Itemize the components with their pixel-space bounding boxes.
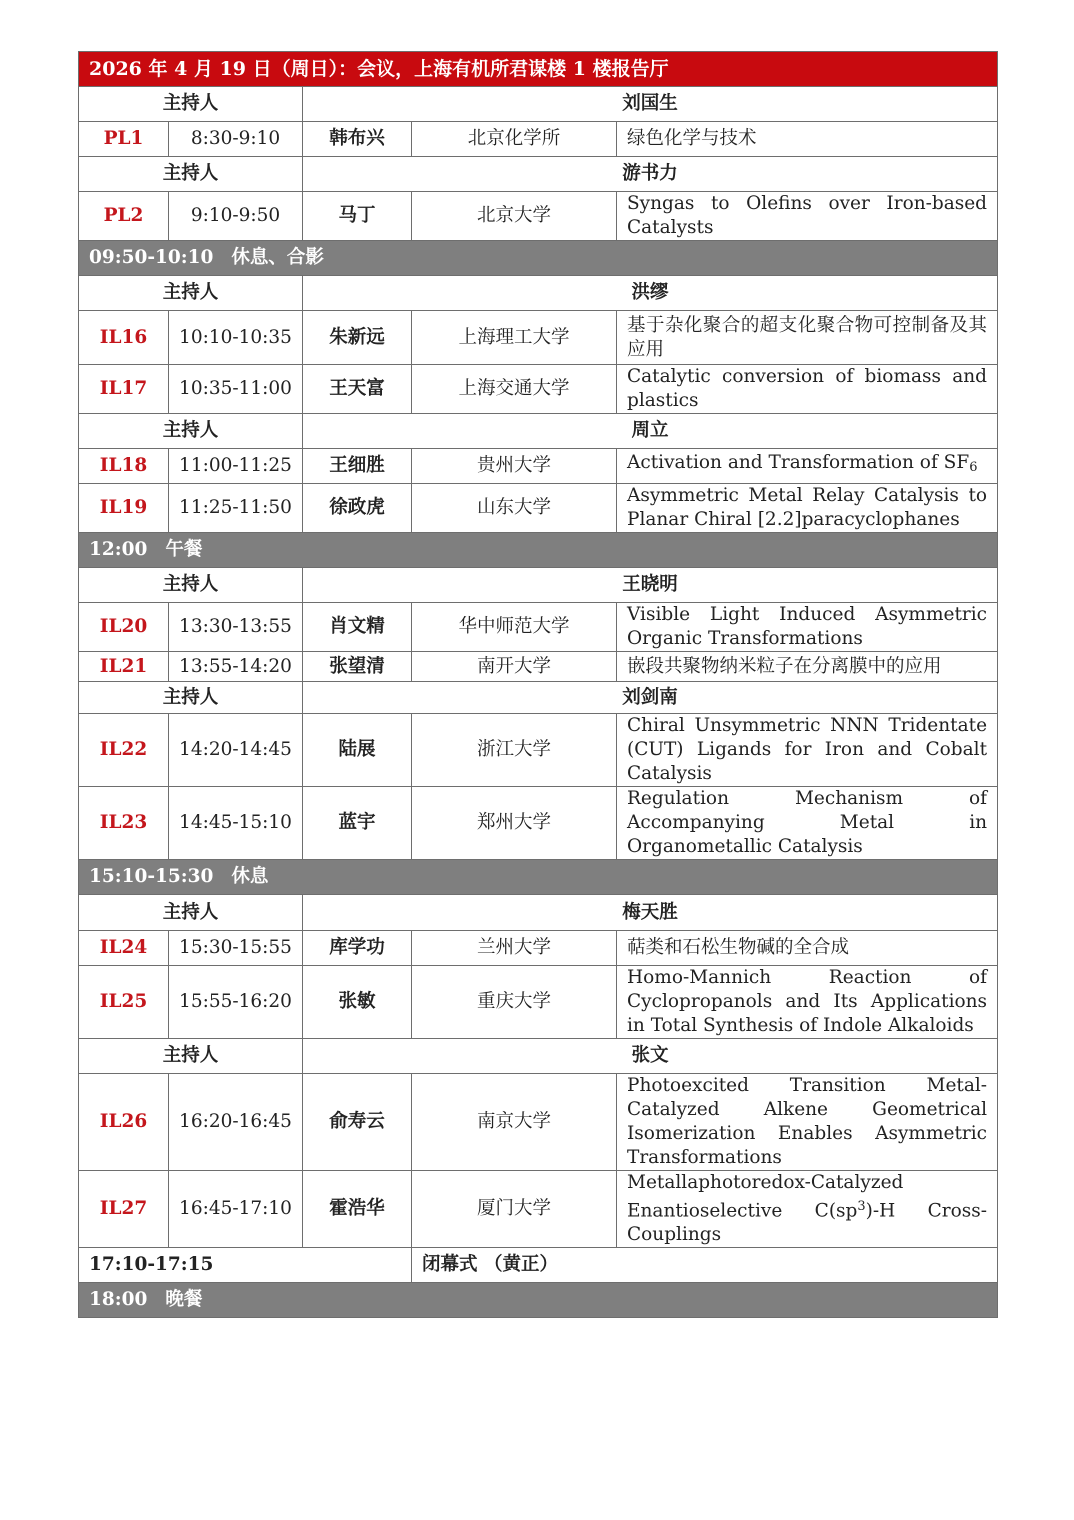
talk-title: Visible Light Induced Asymmetric Organic Transformations [617, 603, 998, 652]
speaker-name: 韩布兴 [303, 122, 412, 157]
speaker-name: 张敏 [303, 966, 412, 1039]
dinner-row [79, 1283, 998, 1318]
talk-code: IL26 [79, 1074, 169, 1171]
lunch-time: 12:00 [89, 539, 148, 560]
chair-row [79, 1039, 998, 1074]
chair-label: 主持人 [79, 414, 303, 449]
chair-name: 刘剑南 [303, 682, 998, 714]
chair-row [79, 568, 998, 603]
talk-time: 16:45-17:10 [169, 1171, 303, 1248]
chair-label: 主持人 [79, 895, 303, 931]
lunch-row [79, 533, 998, 568]
superscript: 3 [857, 1199, 866, 1214]
chair-name: 游书力 [303, 157, 998, 192]
talk-code: IL20 [79, 603, 169, 652]
talk-time: 14:45-15:10 [169, 787, 303, 860]
talk-title: Regulation Mechanism of Accompanying Metal in Organometallic Catalysis [617, 787, 998, 860]
break-row [79, 860, 998, 895]
talk-code: IL16 [79, 311, 169, 365]
speaker-name: 马丁 [303, 192, 412, 241]
subscript: 6 [969, 460, 978, 476]
talk-row [79, 1074, 998, 1171]
talk-code: PL2 [79, 192, 169, 241]
affiliation: 上海理工大学 [412, 311, 617, 365]
talk-time: 8:30-9:10 [169, 122, 303, 157]
talk-title: 基于杂化聚合的超支化聚合物可控制备及其应用 [617, 311, 998, 365]
speaker-name: 俞寿云 [303, 1074, 412, 1171]
chair-row [79, 157, 998, 192]
talk-title: Catalytic conversion of biomass and plastics [617, 365, 998, 414]
talk-row [79, 122, 998, 157]
speaker-name: 霍浩华 [303, 1171, 412, 1248]
day-header: 2026 年 4 月 19 日（周日）：会议，上海有机所君谋楼 1 楼报告厅 [79, 52, 998, 87]
dinner-cell [79, 1283, 998, 1318]
talk-time: 15:55-16:20 [169, 966, 303, 1039]
talk-code: IL19 [79, 484, 169, 533]
chair-row [79, 895, 998, 931]
talk-title: Activation and Transformation of $SF_6$ [617, 449, 998, 484]
talk-row [79, 192, 998, 241]
chair-label: 主持人 [79, 276, 303, 311]
break-cell [79, 860, 998, 895]
talk-title: 绿色化学与技术 [617, 122, 998, 157]
talk-code: IL18 [79, 449, 169, 484]
talk-time: 11:00-11:25 [169, 449, 303, 484]
talk-time: 14:20-14:45 [169, 714, 303, 787]
talk-title: Asymmetric Metal Relay Catalysis to Planar Chiral [2.2]paracyclophanes [617, 484, 998, 533]
day-header-row [79, 52, 998, 87]
talk-time: 16:20-16:45 [169, 1074, 303, 1171]
talk-row [79, 787, 998, 860]
talk-row [79, 714, 998, 787]
talk-title: Chiral Unsymmetric NNN Tridentate (CUT) Ligands for Iron and Cobalt Catalysis [617, 714, 998, 787]
speaker-name: 库学功 [303, 931, 412, 966]
affiliation: 浙江大学 [412, 714, 617, 787]
affiliation: 郑州大学 [412, 787, 617, 860]
affiliation: 南京大学 [412, 1074, 617, 1171]
talk-row [79, 365, 998, 414]
speaker-name: 王细胜 [303, 449, 412, 484]
talk-time: 9:10-9:50 [169, 192, 303, 241]
affiliation: 华中师范大学 [412, 603, 617, 652]
closing-time: 17:10-17:15 [79, 1248, 412, 1283]
talk-row [79, 311, 998, 365]
talk-title: 萜类和石松生物碱的全合成 [617, 931, 998, 966]
talk-row [79, 966, 998, 1039]
speaker-name: 王天富 [303, 365, 412, 414]
talk-time: 13:30-13:55 [169, 603, 303, 652]
lunch-cell [79, 533, 998, 568]
closing-row [79, 1248, 998, 1283]
chair-name: 周立 [303, 414, 998, 449]
talk-title: Photoexcited Transition Metal-Catalyzed Alkene Geometrical Isomerization Enables Asymmetric Transformations [617, 1074, 998, 1171]
talk-row [79, 603, 998, 652]
talk-title: Homo-Mannich Reaction of Cyclopropanols and Its Applications in Total Synthesis of Indole Alkaloids [617, 966, 998, 1039]
affiliation: 厦门大学 [412, 1171, 617, 1248]
talk-title: Syngas to Olefins over Iron-based Catalysts [617, 192, 998, 241]
talk-row [79, 1171, 998, 1248]
break-time: 15:10-15:30 [89, 866, 214, 887]
chair-label: 主持人 [79, 157, 303, 192]
speaker-name: 肖文精 [303, 603, 412, 652]
affiliation: 贵州大学 [412, 449, 617, 484]
talk-code: PL1 [79, 122, 169, 157]
chair-label: 主持人 [79, 682, 303, 714]
talk-code: IL17 [79, 365, 169, 414]
talk-time: 13:55-14:20 [169, 652, 303, 682]
break-time: 09:50-10:10 [89, 247, 214, 268]
talk-code: IL25 [79, 966, 169, 1039]
talk-code: IL21 [79, 652, 169, 682]
affiliation: 南开大学 [412, 652, 617, 682]
speaker-name: 朱新远 [303, 311, 412, 365]
schedule-table [78, 51, 998, 1318]
chair-name: 王晓明 [303, 568, 998, 603]
chair-row [79, 682, 998, 714]
talk-title: 嵌段共聚物纳米粒子在分离膜中的应用 [617, 652, 998, 682]
break-label: 休息 [231, 866, 269, 887]
talk-time: 15:30-15:55 [169, 931, 303, 966]
affiliation: 山东大学 [412, 484, 617, 533]
talk-code: IL27 [79, 1171, 169, 1248]
speaker-name: 陆展 [303, 714, 412, 787]
dinner-time: 18:00 [89, 1289, 148, 1311]
chair-name: 刘国生 [303, 87, 998, 122]
affiliation: 重庆大学 [412, 966, 617, 1039]
chair-label: 主持人 [79, 87, 303, 122]
chair-row [79, 276, 998, 311]
chair-name: 张文 [303, 1039, 998, 1074]
affiliation: 兰州大学 [412, 931, 617, 966]
talk-time: 10:10-10:35 [169, 311, 303, 365]
chair-label: 主持人 [79, 1039, 303, 1074]
affiliation: 北京化学所 [412, 122, 617, 157]
dinner-label: 晚餐 [165, 1289, 203, 1311]
chair-label: 主持人 [79, 568, 303, 603]
talk-time: 10:35-11:00 [169, 365, 303, 414]
talk-title: Metallaphotoredox-Catalyzed Enantioselective $C(sp^3)-H$ Cross-Couplings [617, 1171, 998, 1248]
talk-code: IL22 [79, 714, 169, 787]
chair-row [79, 414, 998, 449]
break-label: 休息、合影 [231, 247, 324, 268]
chair-name: 洪缪 [303, 276, 998, 311]
affiliation: 上海交通大学 [412, 365, 617, 414]
talk-row [79, 449, 998, 484]
talk-code: IL23 [79, 787, 169, 860]
chair-row [79, 87, 998, 122]
talk-row [79, 652, 998, 682]
speaker-name: 张望清 [303, 652, 412, 682]
affiliation: 北京大学 [412, 192, 617, 241]
talk-code: IL24 [79, 931, 169, 966]
talk-row [79, 484, 998, 533]
break-cell [79, 241, 998, 276]
talk-row [79, 931, 998, 966]
closing-label: 闭幕式 （黄正） [412, 1248, 998, 1283]
chair-name: 梅天胜 [303, 895, 998, 931]
speaker-name: 徐政虎 [303, 484, 412, 533]
lunch-label: 午餐 [165, 539, 203, 560]
talk-time: 11:25-11:50 [169, 484, 303, 533]
break-row [79, 241, 998, 276]
speaker-name: 蓝宇 [303, 787, 412, 860]
